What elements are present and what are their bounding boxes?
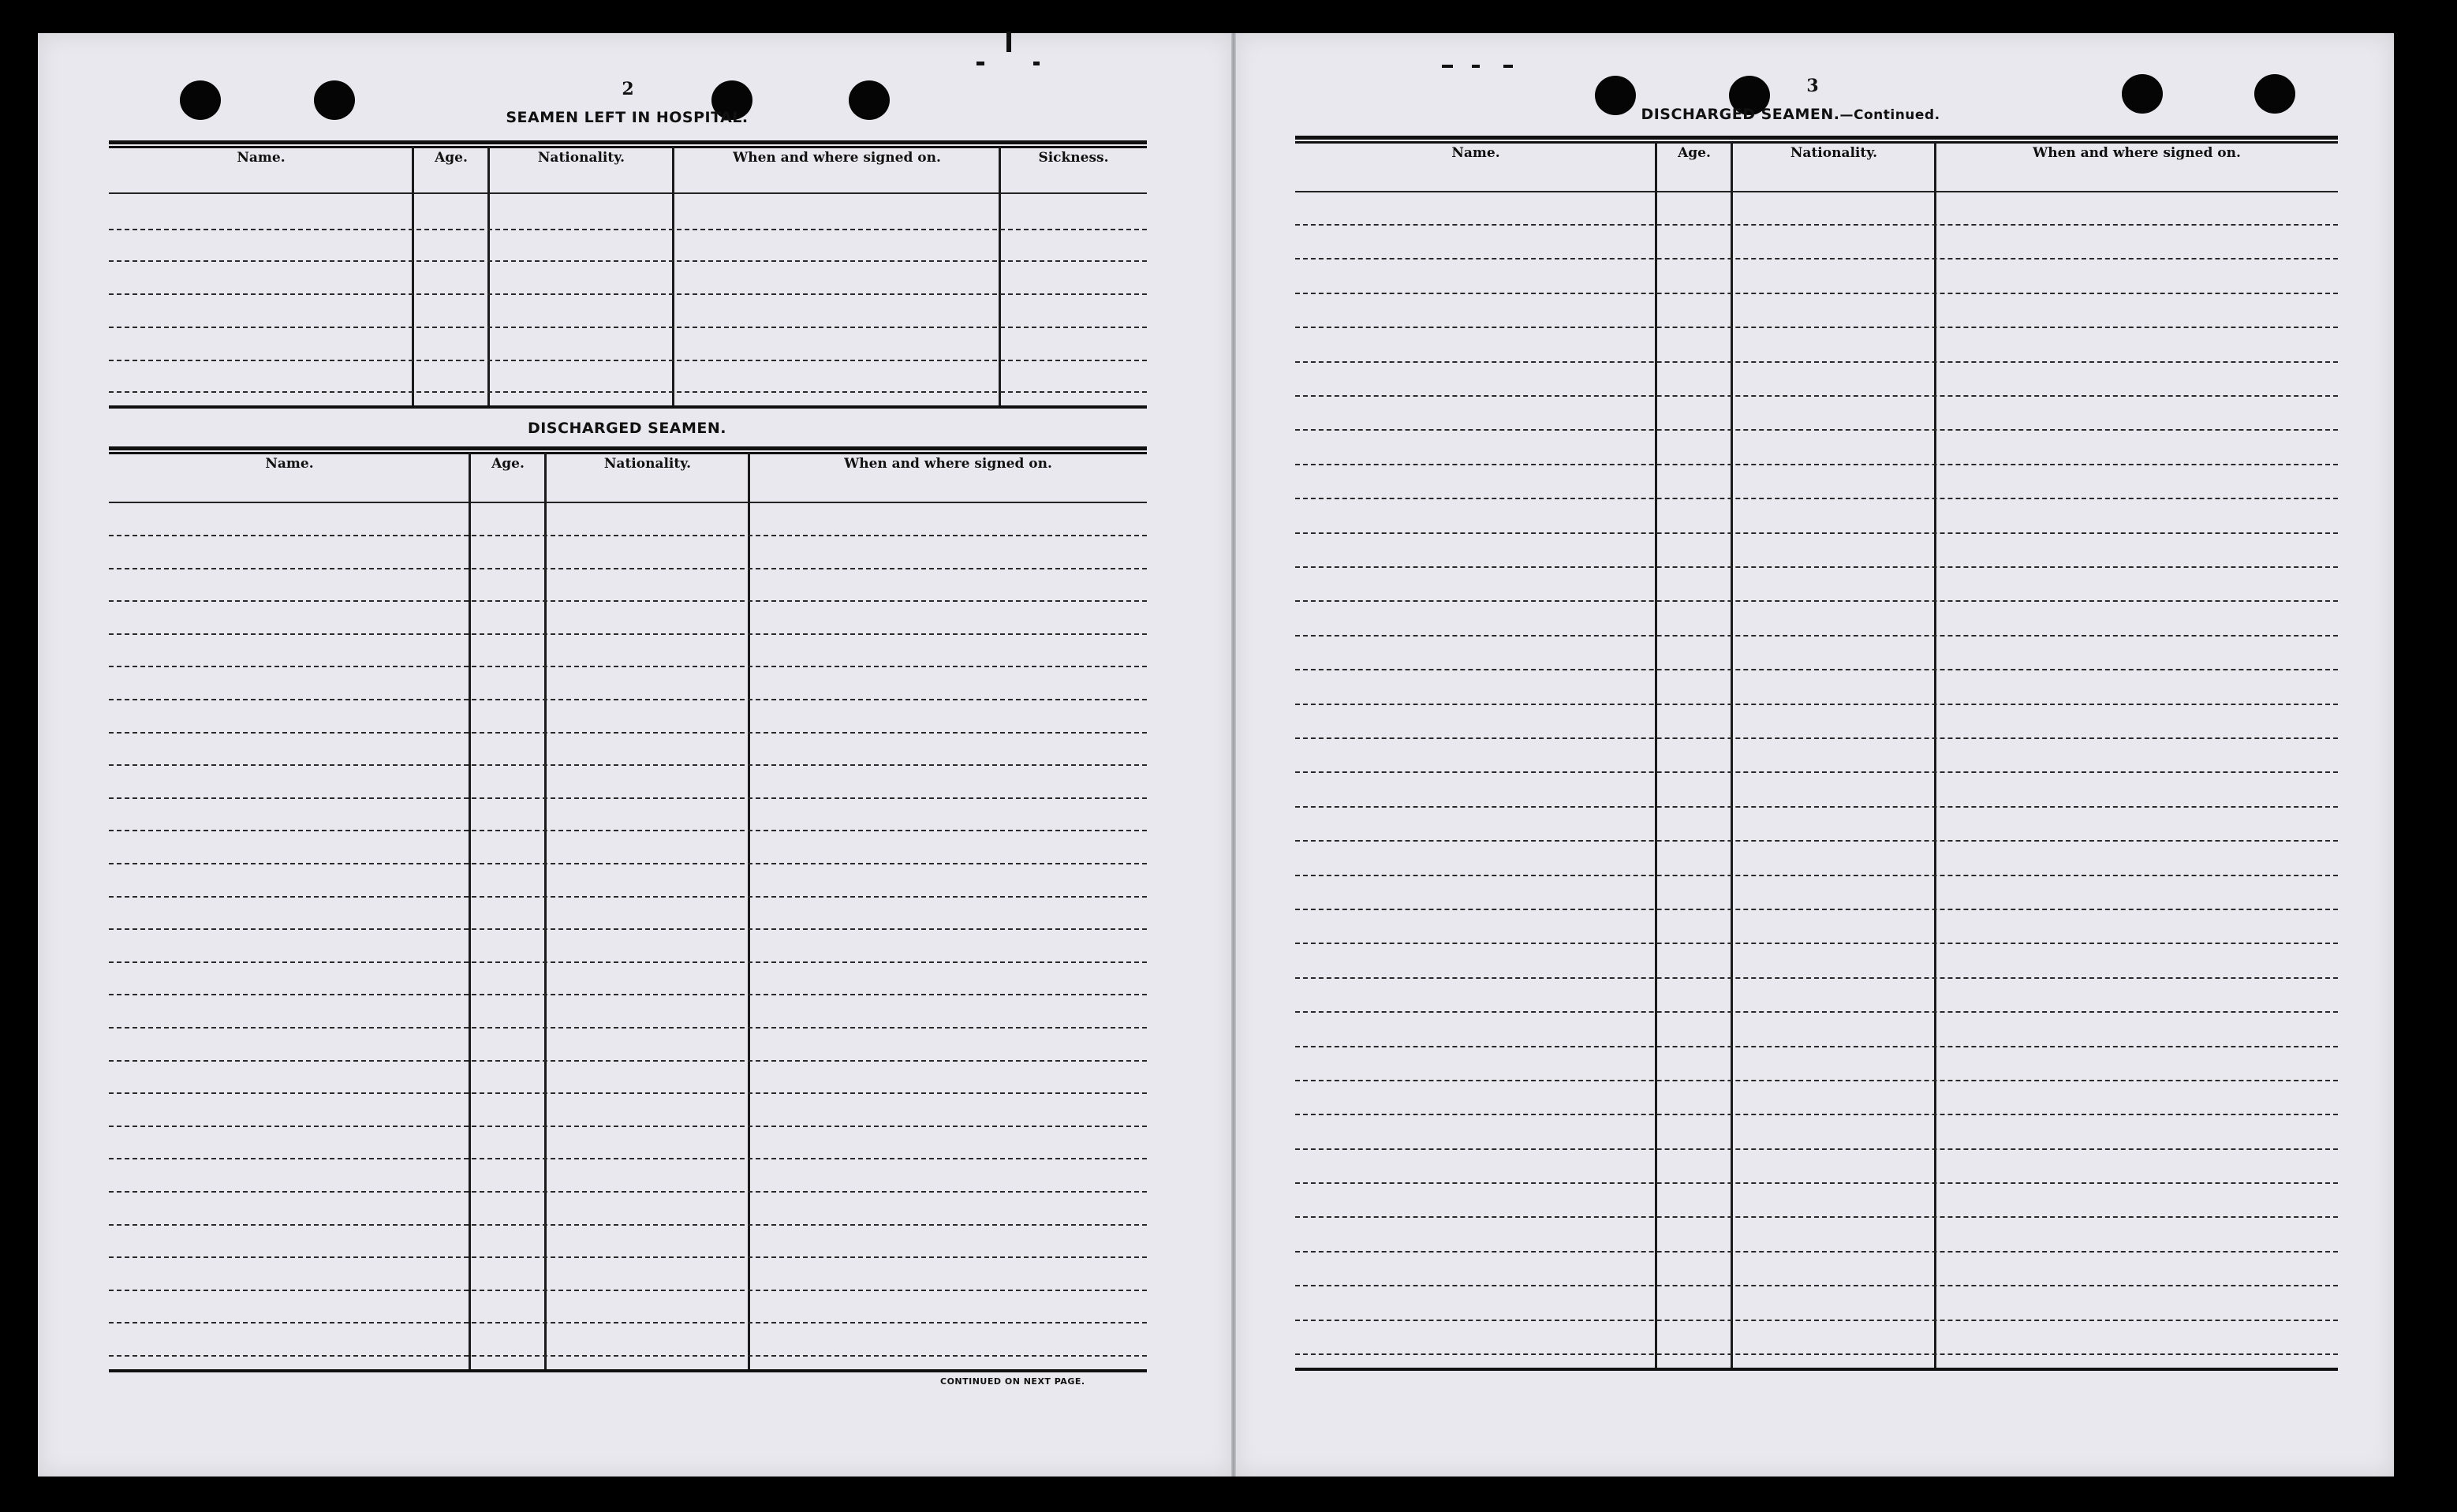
table-row (1295, 464, 2338, 465)
scan-speck (1503, 65, 1513, 68)
table-row (109, 1092, 1147, 1094)
table-row (109, 293, 1147, 295)
table-row (109, 229, 1147, 230)
binder-hole (2122, 74, 2163, 114)
table-row (1295, 566, 2338, 568)
column-header-name: Name. (237, 150, 286, 166)
table-bottom-rule (1295, 1368, 2338, 1371)
table-row (109, 535, 1147, 536)
binder-hole (314, 80, 355, 120)
column-header-sickness: Sickness. (1038, 150, 1109, 166)
table-row (1295, 704, 2338, 705)
table-row (1295, 1320, 2338, 1321)
header-underline (1295, 191, 2338, 192)
table-row (109, 1060, 1147, 1062)
table-row (109, 961, 1147, 963)
column-header-name: Name. (265, 456, 314, 472)
table-row (1295, 806, 2338, 808)
binder-hole (2254, 74, 2295, 114)
table-row (109, 666, 1147, 667)
header-underline (109, 502, 1147, 503)
table-row (1295, 429, 2338, 431)
table-bottom-rule (109, 405, 1147, 409)
table-row (1295, 532, 2338, 534)
column-header-age: Age. (1678, 145, 1711, 161)
table-row (1295, 1216, 2338, 1218)
column-header-when-where: When and where signed on. (733, 150, 941, 166)
table-row (109, 797, 1147, 799)
table-bottom-rule (109, 1369, 1147, 1372)
column-divider (487, 147, 490, 407)
table-row (109, 327, 1147, 328)
section-title-hospital: SEAMEN LEFT IN HOSPITAL. (506, 109, 749, 126)
table-row (1295, 1114, 2338, 1115)
table-row (1295, 1080, 2338, 1081)
table-row (109, 1290, 1147, 1291)
column-header-nationality: Nationality. (603, 456, 692, 472)
section-title-main: DISCHARGED SEAMEN. (1641, 106, 1840, 123)
table-top-rule (1295, 136, 2338, 141)
column-header-name: Name. (1451, 145, 1500, 161)
column-divider (412, 147, 414, 407)
table-row (109, 994, 1147, 995)
table-row (1295, 1046, 2338, 1047)
header-underline (109, 192, 1147, 194)
binder-hole (180, 80, 221, 120)
table-row (109, 1126, 1147, 1127)
table-row (109, 1355, 1147, 1357)
table-row (109, 391, 1147, 393)
table-row (1295, 1251, 2338, 1253)
table-row (1295, 1011, 2338, 1013)
table-row (1295, 943, 2338, 944)
table-row (1295, 224, 2338, 226)
table-row (109, 928, 1147, 930)
table-row (109, 360, 1147, 361)
scan-speck (1006, 32, 1011, 52)
table-top-rule (109, 446, 1147, 452)
scan-speck (1472, 65, 1480, 68)
table-row (109, 732, 1147, 734)
table-row (109, 764, 1147, 766)
table-top-rule (109, 140, 1147, 146)
table-row (1295, 327, 2338, 328)
scan-speck (1033, 62, 1040, 65)
table-row (1295, 361, 2338, 363)
table-row (109, 1322, 1147, 1323)
table-row (1295, 840, 2338, 842)
continued-note: CONTINUED ON NEXT PAGE. (940, 1376, 1085, 1387)
table-row (1295, 498, 2338, 499)
hospital-table (109, 140, 1147, 407)
column-divider (544, 453, 547, 1372)
column-divider (999, 147, 1001, 407)
section-title-discharged-continued (1601, 106, 1980, 123)
table-row (1295, 1353, 2338, 1355)
column-divider (469, 453, 471, 1372)
discharged-continued-table (1295, 136, 2338, 1372)
column-divider (748, 453, 750, 1372)
section-title-suffix: —Continued. (1839, 107, 1940, 123)
table-row (1295, 875, 2338, 876)
column-header-nationality: Nationality. (537, 150, 625, 166)
table-row (109, 1158, 1147, 1159)
table-row (109, 633, 1147, 635)
table-row (109, 1027, 1147, 1029)
table-row (1295, 1182, 2338, 1184)
table-row (1295, 669, 2338, 670)
section-title-discharged: DISCHARGED SEAMEN. (527, 420, 727, 437)
table-row (1295, 293, 2338, 294)
column-header-nationality: Nationality. (1790, 145, 1878, 161)
discharged-table (109, 446, 1147, 1374)
table-row (1295, 909, 2338, 910)
table-row (109, 1256, 1147, 1258)
page-fold (1231, 33, 1236, 1477)
table-row (1295, 1148, 2338, 1150)
table-row (109, 260, 1147, 262)
table-row (1295, 1285, 2338, 1286)
table-row (1295, 977, 2338, 979)
table-row (109, 568, 1147, 569)
table-row (109, 1191, 1147, 1193)
table-row (1295, 395, 2338, 397)
page-number: 2 (622, 79, 634, 99)
column-divider (672, 147, 674, 407)
table-row (109, 896, 1147, 898)
table-row (109, 1224, 1147, 1226)
table-row (109, 830, 1147, 831)
scan-speck (1442, 65, 1453, 68)
table-row (1295, 258, 2338, 259)
table-row (109, 600, 1147, 602)
table-row (109, 699, 1147, 700)
column-header-age: Age. (435, 150, 468, 166)
column-header-when-where: When and where signed on. (2033, 145, 2241, 161)
column-header-age: Age. (491, 456, 525, 472)
table-row (1295, 635, 2338, 637)
binder-hole (849, 80, 890, 120)
table-row (1295, 771, 2338, 773)
table-row (1295, 600, 2338, 602)
table-row (109, 863, 1147, 864)
table-row (1295, 737, 2338, 739)
column-header-when-where: When and where signed on. (844, 456, 1052, 472)
scan-speck (976, 62, 984, 65)
page-number: 3 (1806, 76, 1819, 96)
